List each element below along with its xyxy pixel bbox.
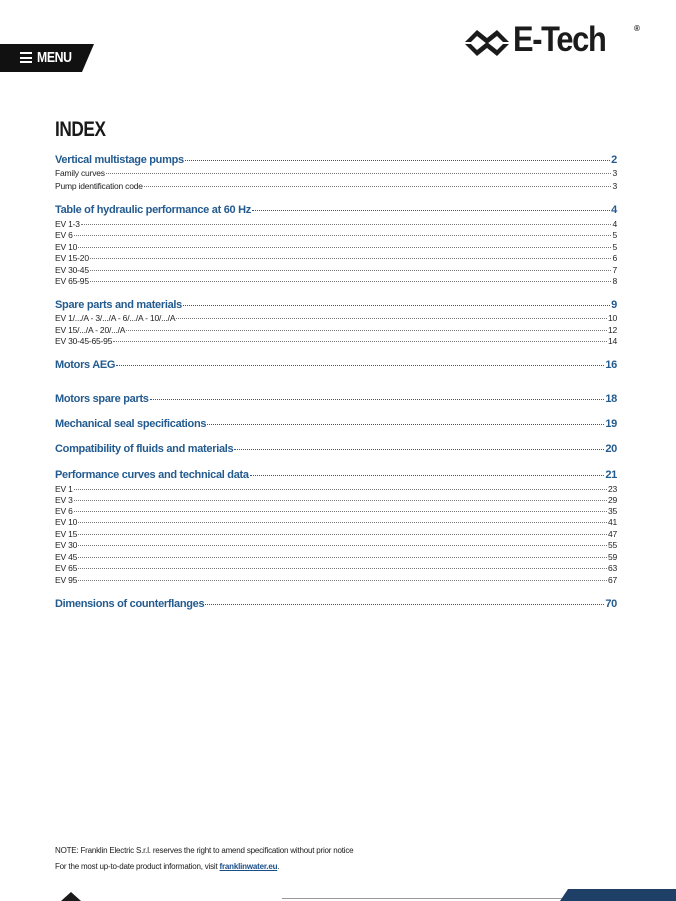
toc-page-number: 20: [605, 442, 617, 455]
toc-leader-dots: [78, 247, 611, 248]
toc-leader-dots: [81, 224, 612, 225]
toc-entry-link[interactable]: [55, 276, 617, 286]
toc-label: Motors AEG: [55, 358, 116, 371]
toc-label: EV 1/.../A - 3/.../A - 6/.../A - 10/.../A: [55, 312, 176, 323]
hamburger-icon: [20, 52, 32, 63]
toc-page-number: 70: [605, 597, 617, 610]
etech-logo: [463, 22, 643, 62]
toc-label: EV 6: [55, 505, 73, 516]
toc-entry-link[interactable]: [55, 529, 617, 539]
toc-label: EV 3: [55, 494, 73, 505]
toc-page-number: 14: [607, 335, 617, 346]
toc-label: Compatibility of fluids and materials: [55, 442, 234, 455]
toc-leader-dots: [74, 511, 607, 512]
toc-leader-dots: [106, 173, 612, 174]
toc-leader-dots: [176, 318, 607, 319]
toc-entry-link[interactable]: [55, 517, 617, 527]
toc-entry-link[interactable]: [55, 575, 617, 585]
toc-section-link[interactable]: [55, 204, 617, 216]
page-title: INDEX: [55, 118, 106, 141]
toc-label: EV 15/.../A - 20/.../A: [55, 324, 126, 335]
toc-page-number: 19: [605, 417, 617, 430]
toc-page-number: 3: [612, 180, 617, 191]
toc-label: Vertical multistage pumps: [55, 153, 184, 166]
toc-label: Pump identification code: [55, 180, 143, 191]
toc-entry-link[interactable]: [55, 168, 617, 178]
footer-divider: [282, 898, 582, 899]
toc-leader-dots: [234, 449, 604, 450]
toc-section-link[interactable]: [55, 359, 617, 371]
logo-registered-mark: ®: [634, 24, 640, 33]
toc-label: Performance curves and technical data: [55, 468, 249, 481]
toc-label: EV 10: [55, 241, 78, 252]
footer-info-prefix: For the most up-to-date product information, visit: [55, 862, 220, 871]
toc-entry-link[interactable]: [55, 313, 617, 323]
toc-entry-link[interactable]: [55, 336, 617, 346]
toc-label: EV 30-45-65-95: [55, 335, 113, 346]
toc-leader-dots: [252, 210, 610, 211]
toc-page-number: 5: [612, 241, 617, 252]
toc-leader-dots: [78, 534, 607, 535]
toc-page-number: 47: [607, 528, 617, 539]
menu-label: MENU: [37, 49, 72, 66]
toc-page-number: 10: [607, 312, 617, 323]
footer-info: [55, 862, 279, 871]
toc-label: Motors spare parts: [55, 392, 149, 405]
toc-page-number: 23: [607, 483, 617, 494]
toc-leader-dots: [74, 235, 612, 236]
toc-leader-dots: [185, 160, 610, 161]
toc-leader-dots: [205, 604, 604, 605]
toc-entry-link[interactable]: [55, 506, 617, 516]
toc-label: Dimensions of counterflanges: [55, 597, 205, 610]
toc-leader-dots: [74, 500, 607, 501]
toc-entry-link[interactable]: [55, 540, 617, 550]
footer-info-suffix: .: [277, 862, 280, 871]
toc-leader-dots: [78, 522, 607, 523]
toc-label: Spare parts and materials: [55, 298, 183, 311]
toc-entry-link[interactable]: [55, 219, 617, 229]
toc-entry-link[interactable]: [55, 563, 617, 573]
toc-leader-dots: [150, 399, 605, 400]
toc-section-link[interactable]: [55, 393, 617, 405]
toc-leader-dots: [113, 341, 607, 342]
toc-leader-dots: [144, 186, 612, 187]
logo-mark-icon: [463, 24, 511, 60]
toc-page-number: 16: [605, 358, 617, 371]
toc-leader-dots: [126, 330, 607, 331]
toc-leader-dots: [250, 475, 605, 476]
menu-button[interactable]: [0, 44, 94, 72]
toc-entry-link[interactable]: [55, 265, 617, 275]
toc-label: EV 45: [55, 551, 78, 562]
footer-note: NOTE: Franklin Electric S.r.l. reserves the right to amend specification without prior notice: [55, 846, 354, 855]
toc-entry-link[interactable]: [55, 181, 617, 191]
toc-page-number: 59: [607, 551, 617, 562]
toc-entry-link[interactable]: [55, 495, 617, 505]
toc-page-number: 18: [605, 392, 617, 405]
toc-leader-dots: [78, 580, 607, 581]
toc-page-number: 8: [612, 275, 617, 286]
toc-page-number: 35: [607, 505, 617, 516]
logo-text: E-Tech: [513, 20, 606, 59]
toc-page-number: 3: [612, 167, 617, 178]
toc-label: EV 6: [55, 229, 73, 240]
toc-entry-link[interactable]: [55, 325, 617, 335]
toc-leader-dots: [207, 424, 604, 425]
toc-page-number: 67: [607, 574, 617, 585]
toc-label: EV 65: [55, 562, 78, 573]
toc-page-number: 9: [611, 298, 617, 311]
toc-entry-link[interactable]: [55, 230, 617, 240]
toc-label: EV 10: [55, 516, 78, 527]
toc-leader-dots: [78, 568, 607, 569]
toc-label: EV 30: [55, 539, 78, 550]
toc-leader-dots: [78, 557, 607, 558]
toc-page-number: 41: [607, 516, 617, 527]
toc-leader-dots: [116, 365, 604, 366]
toc-page-number: 63: [607, 562, 617, 573]
toc-leader-dots: [183, 305, 610, 306]
toc-label: Table of hydraulic performance at 60 Hz: [55, 203, 251, 216]
toc-label: Family curves: [55, 167, 105, 178]
toc-page-number: 6: [612, 252, 617, 263]
toc-page-number: 55: [607, 539, 617, 550]
toc-page-number: 21: [605, 468, 617, 481]
back-to-top-icon[interactable]: [61, 892, 81, 901]
toc-leader-dots: [90, 270, 612, 271]
toc-label: EV 15: [55, 528, 78, 539]
toc-label: EV 1: [55, 483, 73, 494]
toc-leader-dots: [78, 545, 607, 546]
toc-section-link[interactable]: [55, 299, 617, 311]
toc-page-number: 12: [607, 324, 617, 335]
toc-label: EV 1-3: [55, 218, 80, 229]
toc-page-number: 7: [612, 264, 617, 275]
toc-label: EV 15-20: [55, 252, 89, 263]
toc-page-number: 2: [611, 153, 617, 166]
toc-section-link[interactable]: [55, 154, 617, 166]
toc-section-link[interactable]: [55, 598, 617, 610]
toc-label: Mechanical seal specifications: [55, 417, 207, 430]
toc-leader-dots: [74, 489, 607, 490]
toc-entry-link[interactable]: [55, 484, 617, 494]
toc-label: EV 65-95: [55, 275, 89, 286]
toc-leader-dots: [90, 258, 612, 259]
toc-label: EV 95: [55, 574, 78, 585]
franklinwater-link[interactable]: franklinwater.eu: [219, 862, 278, 871]
toc-page-number: 5: [612, 229, 617, 240]
toc-section-link[interactable]: [55, 469, 617, 481]
toc-entry-link[interactable]: [55, 552, 617, 562]
footer-tab-shape: [560, 889, 676, 901]
toc-page-number: 29: [607, 494, 617, 505]
toc-section-link[interactable]: [55, 418, 617, 430]
toc-label: EV 30-45: [55, 264, 89, 275]
toc-leader-dots: [90, 281, 612, 282]
toc-entry-link[interactable]: [55, 242, 617, 252]
toc-entry-link[interactable]: [55, 253, 617, 263]
toc-section-link[interactable]: [55, 443, 617, 455]
toc-page-number: 4: [611, 203, 617, 216]
toc-page-number: 4: [612, 218, 617, 229]
